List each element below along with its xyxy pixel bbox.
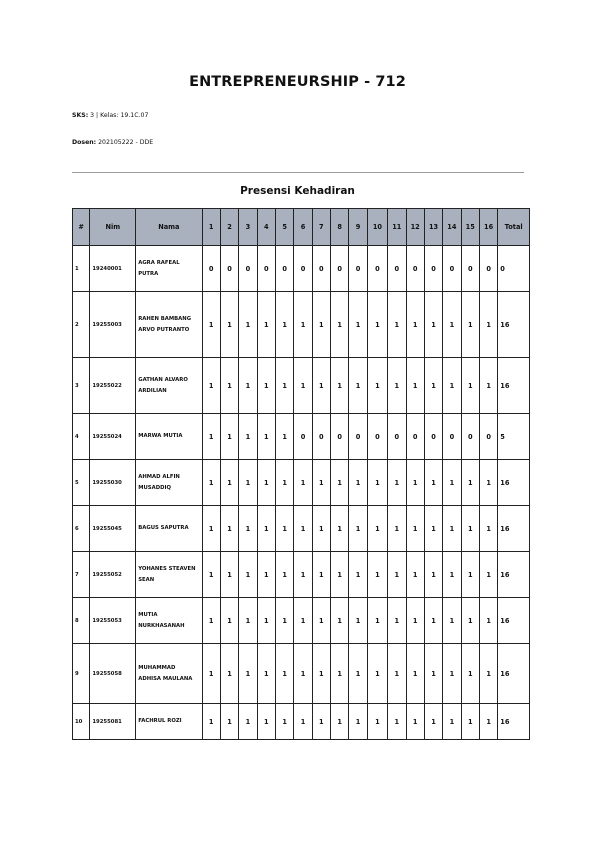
attendance-cell: 0 xyxy=(479,246,497,292)
attendance-cell: 1 xyxy=(220,704,238,740)
attendance-cell: 1 xyxy=(257,414,275,460)
attendance-cell: 1 xyxy=(294,292,312,358)
attendance-cell: 0 xyxy=(424,246,442,292)
attendance-cell: 1 xyxy=(479,460,497,506)
attendance-cell: 1 xyxy=(220,644,238,704)
table-row xyxy=(73,246,530,292)
column-header: 10 xyxy=(367,209,387,246)
attendance-cell: 1 xyxy=(275,358,293,414)
divider xyxy=(72,172,524,173)
attendance-cell: 1 xyxy=(388,644,406,704)
attendance-cell: 1 xyxy=(239,552,257,598)
attendance-cell: 1 xyxy=(257,292,275,358)
attendance-cell: 1 xyxy=(424,704,442,740)
table-row xyxy=(73,552,530,598)
row-number: 1 xyxy=(73,246,90,292)
row-number: 6 xyxy=(73,506,90,552)
attendance-cell: 1 xyxy=(479,358,497,414)
attendance-cell: 0 xyxy=(202,246,220,292)
attendance-cell: 1 xyxy=(406,506,424,552)
attendance-cell: 1 xyxy=(461,598,479,644)
attendance-cell: 1 xyxy=(202,292,220,358)
attendance-cell: 1 xyxy=(349,704,367,740)
attendance-cell: 1 xyxy=(479,506,497,552)
attendance-total: 16 xyxy=(498,292,530,358)
attendance-cell: 1 xyxy=(331,358,349,414)
student-name: GATHAN ALVARO ARDILIAN xyxy=(136,358,202,414)
attendance-cell: 1 xyxy=(367,460,387,506)
attendance-cell: 1 xyxy=(239,460,257,506)
row-number: 7 xyxy=(73,552,90,598)
attendance-cell: 1 xyxy=(479,292,497,358)
attendance-cell: 1 xyxy=(349,460,367,506)
attendance-cell: 1 xyxy=(367,704,387,740)
document-title: ENTREPRENEURSHIP - 712 xyxy=(189,74,406,90)
student-nim: 19240001 xyxy=(90,246,136,292)
attendance-cell: 1 xyxy=(202,644,220,704)
attendance-cell: 0 xyxy=(257,246,275,292)
attendance-cell: 1 xyxy=(294,552,312,598)
attendance-cell: 0 xyxy=(349,246,367,292)
attendance-cell: 1 xyxy=(349,358,367,414)
attendance-cell: 1 xyxy=(239,598,257,644)
attendance-cell: 0 xyxy=(388,246,406,292)
attendance-total: 16 xyxy=(498,644,530,704)
attendance-cell: 1 xyxy=(202,552,220,598)
attendance-total: 16 xyxy=(498,598,530,644)
attendance-cell: 1 xyxy=(406,598,424,644)
attendance-cell: 1 xyxy=(220,598,238,644)
attendance-cell: 1 xyxy=(275,460,293,506)
attendance-cell: 1 xyxy=(424,292,442,358)
attendance-cell: 1 xyxy=(349,644,367,704)
attendance-cell: 1 xyxy=(239,292,257,358)
attendance-total: 16 xyxy=(498,460,530,506)
attendance-cell: 1 xyxy=(388,552,406,598)
attendance-cell: 1 xyxy=(275,414,293,460)
attendance-cell: 1 xyxy=(367,644,387,704)
attendance-cell: 1 xyxy=(220,414,238,460)
table-row xyxy=(73,358,530,414)
attendance-cell: 1 xyxy=(367,598,387,644)
attendance-cell: 1 xyxy=(239,704,257,740)
attendance-cell: 1 xyxy=(312,552,330,598)
student-nim: 19255024 xyxy=(90,414,136,460)
column-header: Nim xyxy=(90,209,136,246)
attendance-total: 0 xyxy=(498,246,530,292)
attendance-cell: 1 xyxy=(461,292,479,358)
attendance-cell: 1 xyxy=(461,358,479,414)
row-number: 9 xyxy=(73,644,90,704)
column-header: 8 xyxy=(331,209,349,246)
attendance-cell: 1 xyxy=(312,644,330,704)
section-title: Presensi Kehadiran xyxy=(240,185,355,197)
attendance-cell: 1 xyxy=(406,704,424,740)
attendance-cell: 1 xyxy=(202,414,220,460)
attendance-cell: 1 xyxy=(443,506,461,552)
attendance-cell: 1 xyxy=(294,358,312,414)
attendance-cell: 1 xyxy=(312,358,330,414)
attendance-total: 16 xyxy=(498,704,530,740)
attendance-total: 5 xyxy=(498,414,530,460)
column-header: 2 xyxy=(220,209,238,246)
attendance-cell: 1 xyxy=(424,506,442,552)
attendance-cell: 1 xyxy=(443,704,461,740)
column-header: 5 xyxy=(275,209,293,246)
attendance-cell: 1 xyxy=(312,460,330,506)
attendance-cell: 1 xyxy=(424,598,442,644)
student-name: MUHAMMAD ADHISA MAULANA xyxy=(136,644,202,704)
column-header: 7 xyxy=(312,209,330,246)
attendance-cell: 1 xyxy=(443,460,461,506)
row-number: 3 xyxy=(73,358,90,414)
attendance-cell: 0 xyxy=(367,246,387,292)
student-nim: 19255053 xyxy=(90,598,136,644)
attendance-cell: 1 xyxy=(331,506,349,552)
row-number: 10 xyxy=(73,704,90,740)
attendance-cell: 1 xyxy=(294,460,312,506)
attendance-cell: 1 xyxy=(257,704,275,740)
attendance-cell: 0 xyxy=(331,246,349,292)
attendance-cell: 1 xyxy=(202,460,220,506)
attendance-cell: 1 xyxy=(443,292,461,358)
attendance-cell: 1 xyxy=(461,704,479,740)
attendance-cell: 1 xyxy=(331,704,349,740)
row-number: 2 xyxy=(73,292,90,358)
student-nim: 19255058 xyxy=(90,644,136,704)
attendance-cell: 1 xyxy=(424,460,442,506)
attendance-cell: 0 xyxy=(461,246,479,292)
table-body xyxy=(73,246,530,740)
row-number: 5 xyxy=(73,460,90,506)
attendance-cell: 1 xyxy=(479,704,497,740)
attendance-cell: 0 xyxy=(312,246,330,292)
attendance-cell: 1 xyxy=(388,704,406,740)
attendance-cell: 1 xyxy=(275,506,293,552)
attendance-cell: 1 xyxy=(406,552,424,598)
column-header: 16 xyxy=(479,209,497,246)
attendance-cell: 1 xyxy=(443,358,461,414)
student-nim: 19255022 xyxy=(90,358,136,414)
column-header: Nama xyxy=(136,209,202,246)
attendance-cell: 0 xyxy=(294,246,312,292)
student-name: AGRA RAFEAL PUTRA xyxy=(136,246,202,292)
student-nim: 19255045 xyxy=(90,506,136,552)
attendance-cell: 1 xyxy=(220,506,238,552)
attendance-cell: 0 xyxy=(388,414,406,460)
attendance-cell: 1 xyxy=(349,506,367,552)
attendance-cell: 1 xyxy=(406,358,424,414)
attendance-cell: 1 xyxy=(388,460,406,506)
attendance-cell: 1 xyxy=(479,598,497,644)
student-name: FACHRUL ROZI xyxy=(136,704,202,740)
attendance-cell: 1 xyxy=(479,644,497,704)
column-header: Total xyxy=(498,209,530,246)
attendance-cell: 0 xyxy=(406,414,424,460)
attendance-cell: 0 xyxy=(424,414,442,460)
course-meta xyxy=(72,112,148,119)
attendance-cell: 1 xyxy=(202,704,220,740)
attendance-cell: 1 xyxy=(349,552,367,598)
attendance-cell: 1 xyxy=(294,506,312,552)
attendance-cell: 0 xyxy=(406,246,424,292)
table-row xyxy=(73,460,530,506)
attendance-cell: 1 xyxy=(406,644,424,704)
attendance-cell: 1 xyxy=(443,644,461,704)
attendance-cell: 1 xyxy=(257,506,275,552)
student-name: MARWA MUTIA xyxy=(136,414,202,460)
column-header: 3 xyxy=(239,209,257,246)
table-row xyxy=(73,598,530,644)
attendance-cell: 1 xyxy=(367,292,387,358)
attendance-cell: 0 xyxy=(294,414,312,460)
table-row xyxy=(73,506,530,552)
dosen-value: 202105222 - DDE xyxy=(98,139,154,146)
attendance-total: 16 xyxy=(498,358,530,414)
attendance-cell: 1 xyxy=(331,552,349,598)
attendance-cell: 1 xyxy=(388,358,406,414)
attendance-cell: 1 xyxy=(461,460,479,506)
attendance-cell: 1 xyxy=(331,598,349,644)
attendance-cell: 1 xyxy=(388,292,406,358)
attendance-cell: 1 xyxy=(239,644,257,704)
attendance-cell: 0 xyxy=(239,246,257,292)
attendance-cell: 1 xyxy=(312,598,330,644)
student-name: YOHANES STEAVEN SEAN xyxy=(136,552,202,598)
attendance-cell: 1 xyxy=(312,292,330,358)
attendance-cell: 0 xyxy=(443,246,461,292)
table-row xyxy=(73,292,530,358)
student-nim: 19255081 xyxy=(90,704,136,740)
attendance-cell: 1 xyxy=(331,460,349,506)
attendance-cell: 1 xyxy=(202,598,220,644)
attendance-cell: 1 xyxy=(443,598,461,644)
attendance-cell: 1 xyxy=(275,704,293,740)
sks-label: SKS: xyxy=(72,112,89,119)
attendance-cell: 1 xyxy=(220,460,238,506)
attendance-cell: 1 xyxy=(202,358,220,414)
attendance-cell: 1 xyxy=(275,552,293,598)
attendance-cell: 1 xyxy=(424,552,442,598)
column-header: 13 xyxy=(424,209,442,246)
student-nim: 19255030 xyxy=(90,460,136,506)
attendance-cell: 1 xyxy=(331,292,349,358)
attendance-cell: 1 xyxy=(461,644,479,704)
attendance-cell: 1 xyxy=(294,598,312,644)
column-header: 9 xyxy=(349,209,367,246)
table-header-row xyxy=(73,209,530,246)
attendance-cell: 1 xyxy=(312,506,330,552)
student-name: AHMAD ALFIN MUSADDIQ xyxy=(136,460,202,506)
column-header: 14 xyxy=(443,209,461,246)
attendance-cell: 1 xyxy=(257,552,275,598)
student-name: RAHEN BAMBANG ARVO PUTRANTO xyxy=(136,292,202,358)
column-header: 12 xyxy=(406,209,424,246)
attendance-cell: 1 xyxy=(424,358,442,414)
attendance-cell: 0 xyxy=(275,246,293,292)
attendance-total: 16 xyxy=(498,506,530,552)
attendance-cell: 1 xyxy=(294,644,312,704)
attendance-cell: 0 xyxy=(220,246,238,292)
attendance-cell: 1 xyxy=(424,644,442,704)
lecturer-meta xyxy=(72,139,153,146)
column-header: 6 xyxy=(294,209,312,246)
column-header: 1 xyxy=(202,209,220,246)
dosen-label: Dosen: xyxy=(72,139,97,146)
row-number: 4 xyxy=(73,414,90,460)
attendance-cell: 1 xyxy=(367,358,387,414)
attendance-cell: 1 xyxy=(257,358,275,414)
attendance-cell: 1 xyxy=(275,598,293,644)
attendance-cell: 1 xyxy=(443,552,461,598)
column-header: # xyxy=(73,209,90,246)
attendance-cell: 1 xyxy=(406,292,424,358)
attendance-cell: 1 xyxy=(461,506,479,552)
attendance-cell: 1 xyxy=(239,414,257,460)
attendance-cell: 1 xyxy=(275,644,293,704)
attendance-total: 16 xyxy=(498,552,530,598)
attendance-cell: 1 xyxy=(367,552,387,598)
attendance-cell: 1 xyxy=(239,358,257,414)
attendance-cell: 0 xyxy=(479,414,497,460)
column-header: 11 xyxy=(388,209,406,246)
sks-value: 3 | Kelas: 19.1C.07 xyxy=(90,112,149,119)
attendance-cell: 1 xyxy=(220,552,238,598)
attendance-cell: 0 xyxy=(443,414,461,460)
attendance-cell: 1 xyxy=(367,506,387,552)
attendance-cell: 1 xyxy=(257,460,275,506)
attendance-cell: 1 xyxy=(220,358,238,414)
attendance-cell: 0 xyxy=(312,414,330,460)
table-row xyxy=(73,414,530,460)
student-nim: 19255003 xyxy=(90,292,136,358)
column-header: 15 xyxy=(461,209,479,246)
table-row xyxy=(73,704,530,740)
attendance-table xyxy=(72,208,530,740)
table-row xyxy=(73,644,530,704)
attendance-cell: 1 xyxy=(257,598,275,644)
attendance-cell: 1 xyxy=(349,292,367,358)
student-name: MUTIA NURKHASANAH xyxy=(136,598,202,644)
attendance-cell: 1 xyxy=(257,644,275,704)
attendance-cell: 1 xyxy=(388,598,406,644)
attendance-cell: 1 xyxy=(461,552,479,598)
student-nim: 19255052 xyxy=(90,552,136,598)
attendance-cell: 1 xyxy=(388,506,406,552)
attendance-cell: 1 xyxy=(294,704,312,740)
attendance-cell: 0 xyxy=(349,414,367,460)
attendance-cell: 1 xyxy=(275,292,293,358)
attendance-cell: 1 xyxy=(202,506,220,552)
attendance-cell: 1 xyxy=(406,460,424,506)
row-number: 8 xyxy=(73,598,90,644)
student-name: BAGUS SAPUTRA xyxy=(136,506,202,552)
column-header: 4 xyxy=(257,209,275,246)
attendance-cell: 1 xyxy=(479,552,497,598)
attendance-cell: 1 xyxy=(312,704,330,740)
attendance-cell: 0 xyxy=(331,414,349,460)
attendance-cell: 0 xyxy=(461,414,479,460)
attendance-cell: 1 xyxy=(220,292,238,358)
attendance-cell: 1 xyxy=(331,644,349,704)
attendance-cell: 0 xyxy=(367,414,387,460)
attendance-cell: 1 xyxy=(349,598,367,644)
attendance-cell: 1 xyxy=(239,506,257,552)
